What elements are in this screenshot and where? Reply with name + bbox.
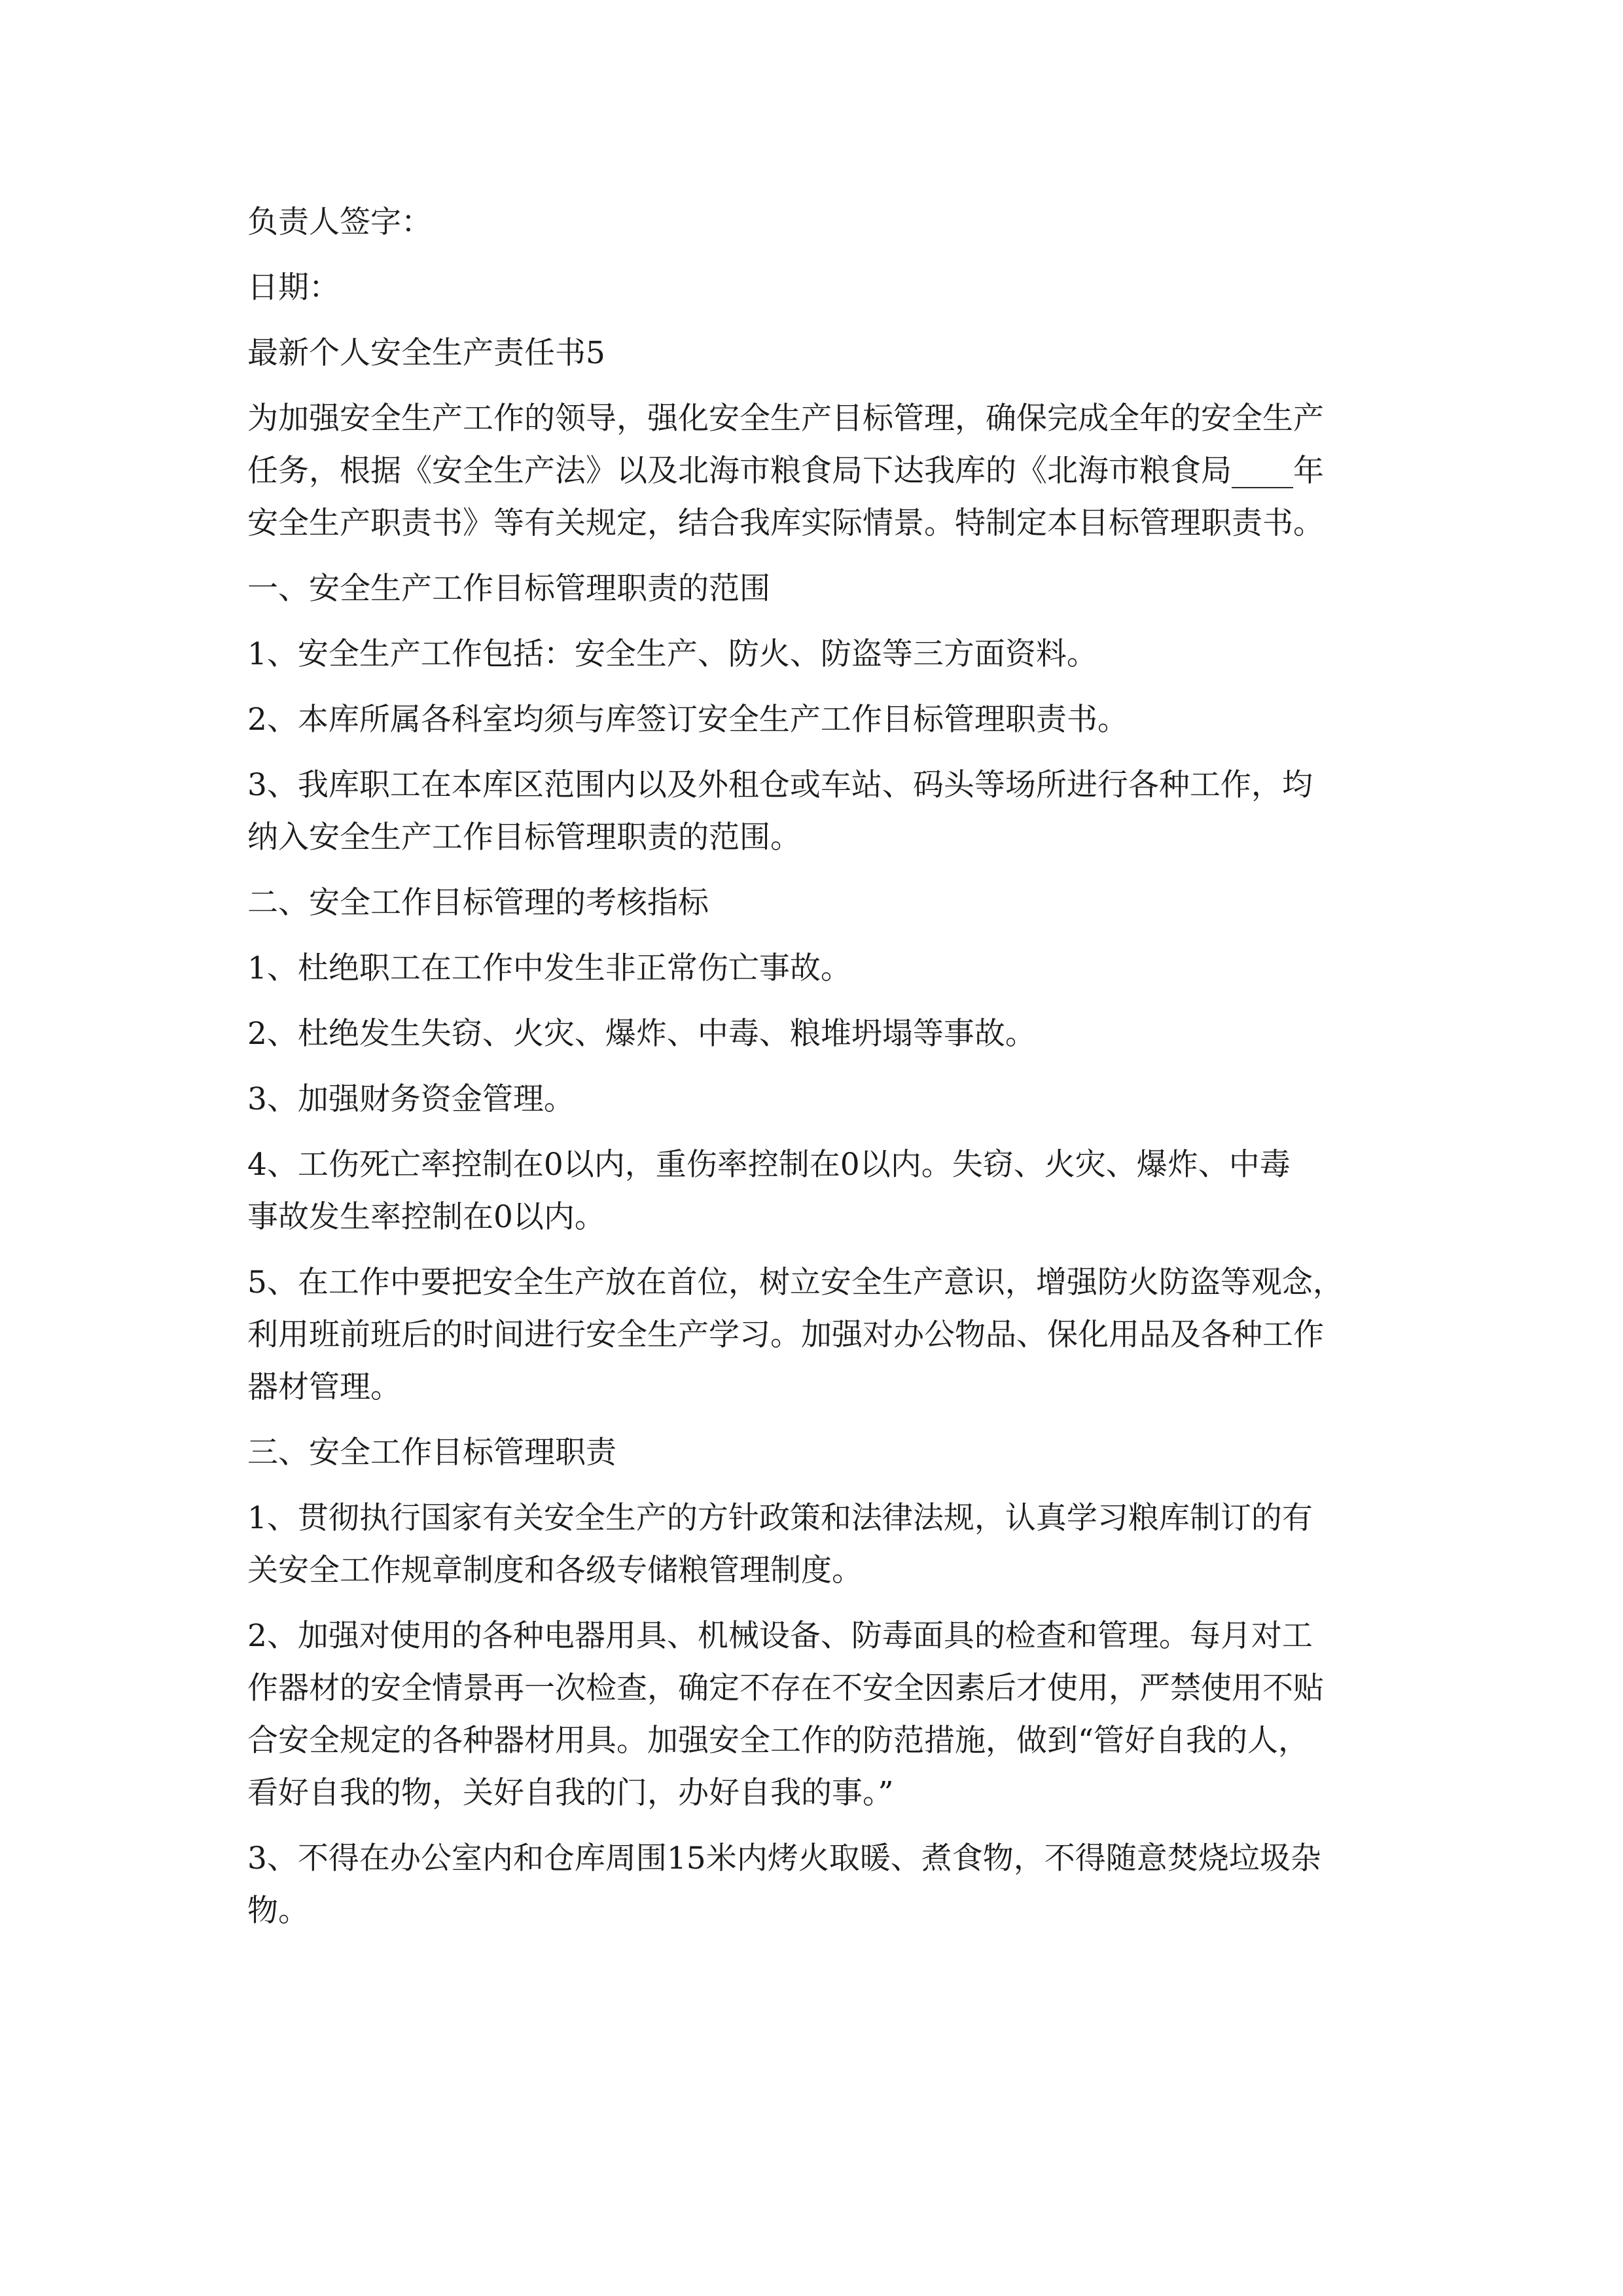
text-line: 最新个人安全生产责任书5 [247,335,605,371]
text-line: 任务，根据《安全生产法》以及北海市粮食局下达我库的《北海市粮食局____年 [247,453,1324,489]
paragraph-gap [247,1820,1386,1833]
text-line: 1、安全生产工作包括：安全生产、防火、防盗等三方面资料。 [247,636,1097,672]
text-line: 4、工伤死亡率控制在0以内，重伤率控制在0以内。失窃、火灾、爆炸、中毒 [247,1147,1291,1183]
text-line: 2、加强对使用的各种电器用具、机械设备、防毒面具的检查和管理。每月对工 [247,1618,1313,1654]
text-line: 负责人签字： [247,204,432,240]
text-line: 1、贯彻执行国家有关安全生产的方针政策和法律法规，认真学习粮库制订的有 [247,1500,1313,1536]
document-page [247,196,1386,1937]
text-line: 3、加强财务资金管理。 [247,1081,575,1117]
text-line: 物。 [247,1893,309,1929]
text-line: 事故发生率控制在0以内。 [247,1199,605,1235]
paragraph-gap [247,1479,1386,1492]
text-line: 利用班前班后的时间进行安全生产学习。加强对办公物品、保化用品及各种工作 [247,1317,1324,1353]
paragraph-gap [247,615,1386,628]
text-line: 三、安全工作目标管理职责 [247,1435,616,1471]
paragraph-gap [247,380,1386,393]
text-line: 3、不得在办公室内和仓库周围15米内烤火取暖、煮食物，不得随意焚烧垃圾杂 [247,1840,1321,1876]
text-line: 一、安全生产工作目标管理职责的范围 [247,571,770,607]
text-line: 1、杜绝职工在工作中发生非正常伤亡事故。 [247,950,851,986]
text-line: 器材管理。 [247,1369,401,1405]
paragraph-gap [247,929,1386,942]
paragraph-gap [247,1244,1386,1257]
paragraph-gap [247,314,1386,327]
text-line: 二、安全工作目标管理的考核指标 [247,885,709,921]
text-line: 为加强安全生产工作的领导，强化安全生产目标管理，确保完成全年的安全生产 [247,401,1324,437]
paragraph-gap [247,1126,1386,1139]
text-line: 纳入安全生产工作目标管理职责的范围。 [247,819,801,855]
text-line: 安全生产职责书》等有关规定，结合我库实际情景。特制定本目标管理职责书。 [247,505,1324,541]
paragraph-gap [247,995,1386,1008]
paragraph-gap [247,550,1386,563]
text-line: 合安全规定的各种器材用具。加强安全工作的防范措施，做到“管好自我的人， [247,1723,1310,1759]
paragraph-gap [247,864,1386,877]
paragraph-gap [247,1414,1386,1427]
text-line: 5、在工作中要把安全生产放在首位，树立安全生产意识，增强防火防盗等观念， [247,1265,1344,1300]
paragraph-gap [247,681,1386,694]
paragraph-gap [247,1597,1386,1610]
text-line: 3、我库职工在本库区范围内以及外租仓或车站、码头等场所进行各种工作，均 [247,767,1313,803]
text-line: 作器材的安全情景再一次检查，确定不存在不安全因素后才使用，严禁使用不贴 [247,1670,1324,1706]
text-line: 关安全工作规章制度和各级专储粮管理制度。 [247,1552,863,1588]
paragraph-gap [247,746,1386,759]
paragraph-gap [247,1060,1386,1073]
text-line: 看好自我的物，关好自我的门，办好自我的事。” [247,1775,894,1811]
text-line: 2、本库所属各科室均须与库签订安全生产工作目标管理职责书。 [247,702,1128,738]
text-line: 2、杜绝发生失窃、火灾、爆炸、中毒、粮堆坍塌等事故。 [247,1016,1036,1052]
text-line: 日期： [247,270,340,306]
paragraph-gap [247,249,1386,262]
